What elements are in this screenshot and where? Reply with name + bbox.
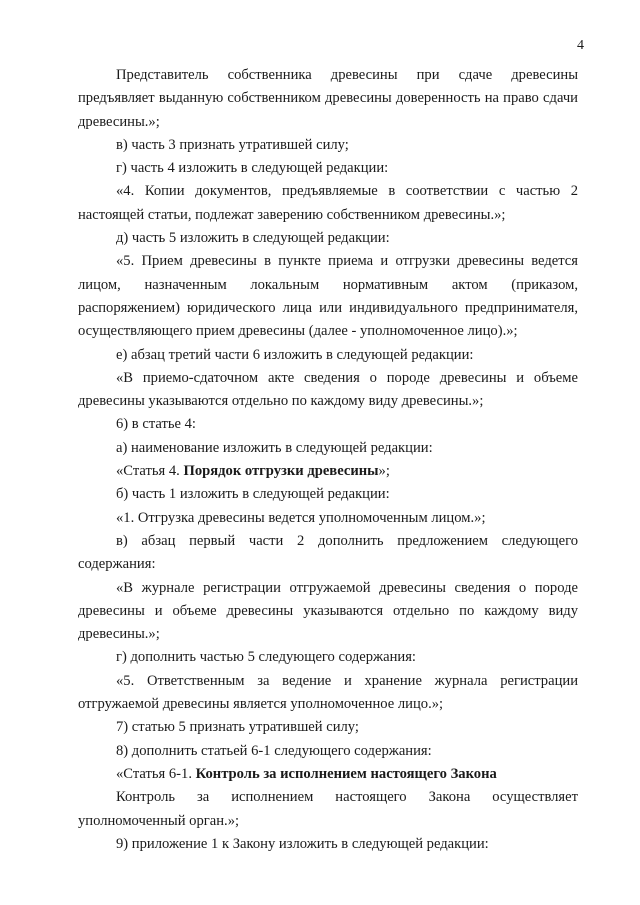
paragraph: в) часть 3 признать утратившей силу;: [116, 136, 349, 153]
paragraph: в) абзац первый части 2 дополнить предложением следующего содержания:: [78, 532, 578, 573]
article-heading: [78, 460, 578, 483]
article-heading-suffix: »;: [378, 463, 390, 480]
paragraph: б) часть 1 изложить в следующей редакции:: [116, 486, 390, 503]
paragraph: Представитель собственника древесины при сдаче древесины предъявляет выданную собственником древесины доверенность на право сдачи древесины.»;: [78, 67, 578, 130]
paragraph: г) дополнить частью 5 следующего содержания:: [116, 649, 416, 666]
paragraph: «В журнале регистрации отгружаемой древесины сведения о породе древесины и объеме древесины указываются отдельно по каждому виду древесины.»;: [78, 579, 578, 643]
paragraph: «5. Прием древесины в пункте приема и отгрузки древесины ведется лицом, назначенным локальным нормативным актом (приказом, распоряжением) юридического лица или индивидуального предпринимателя, осуществляющего прием древесины (далее - уполномоченное лицо).»;: [78, 253, 578, 340]
paragraph: д) часть 5 изложить в следующей редакции:: [116, 230, 390, 247]
paragraph: 9) приложение 1 к Закону изложить в следующей редакции:: [116, 835, 489, 852]
document-body: [78, 64, 578, 856]
paragraph: е) абзац третий части 6 изложить в следующей редакции:: [116, 346, 474, 363]
paragraph: 7) статью 5 признать утратившей силу;: [116, 719, 359, 736]
article-heading-prefix: «Статья 6-1.: [116, 765, 196, 782]
paragraph: «1. Отгрузка древесины ведется уполномоченным лицом.»;: [116, 509, 486, 526]
article-heading-title: Контроль за исполнением настоящего Закона: [195, 765, 497, 782]
paragraph: «4. Копии документов, предъявляемые в соответствии с частью 2 настоящей статьи, подлежат заверению собственником древесины.»;: [78, 183, 578, 223]
paragraph: 6) в статье 4:: [116, 416, 196, 433]
paragraph: а) наименование изложить в следующей редакции:: [116, 439, 433, 456]
paragraph: г) часть 4 изложить в следующей редакции:: [116, 160, 389, 177]
paragraph: Контроль за исполнением настоящего Закона осуществляет уполномоченный орган.»;: [78, 789, 578, 829]
article-heading-title: Порядок отгрузки древесины: [183, 463, 379, 480]
paragraph: «5. Ответственным за ведение и хранение журнала регистрации отгружаемой древесины является уполномоченное лицо.»;: [78, 672, 578, 713]
paragraph: «В приемо-сдаточном акте сведения о породе древесины и объеме древесины указываются отдельно по каждому виду древесины.»;: [78, 369, 578, 410]
paragraph: 8) дополнить статьей 6-1 следующего содержания:: [116, 742, 432, 759]
article-heading: [78, 763, 578, 786]
article-heading-prefix: «Статья 4.: [116, 463, 184, 480]
page-number: 4: [577, 38, 584, 53]
